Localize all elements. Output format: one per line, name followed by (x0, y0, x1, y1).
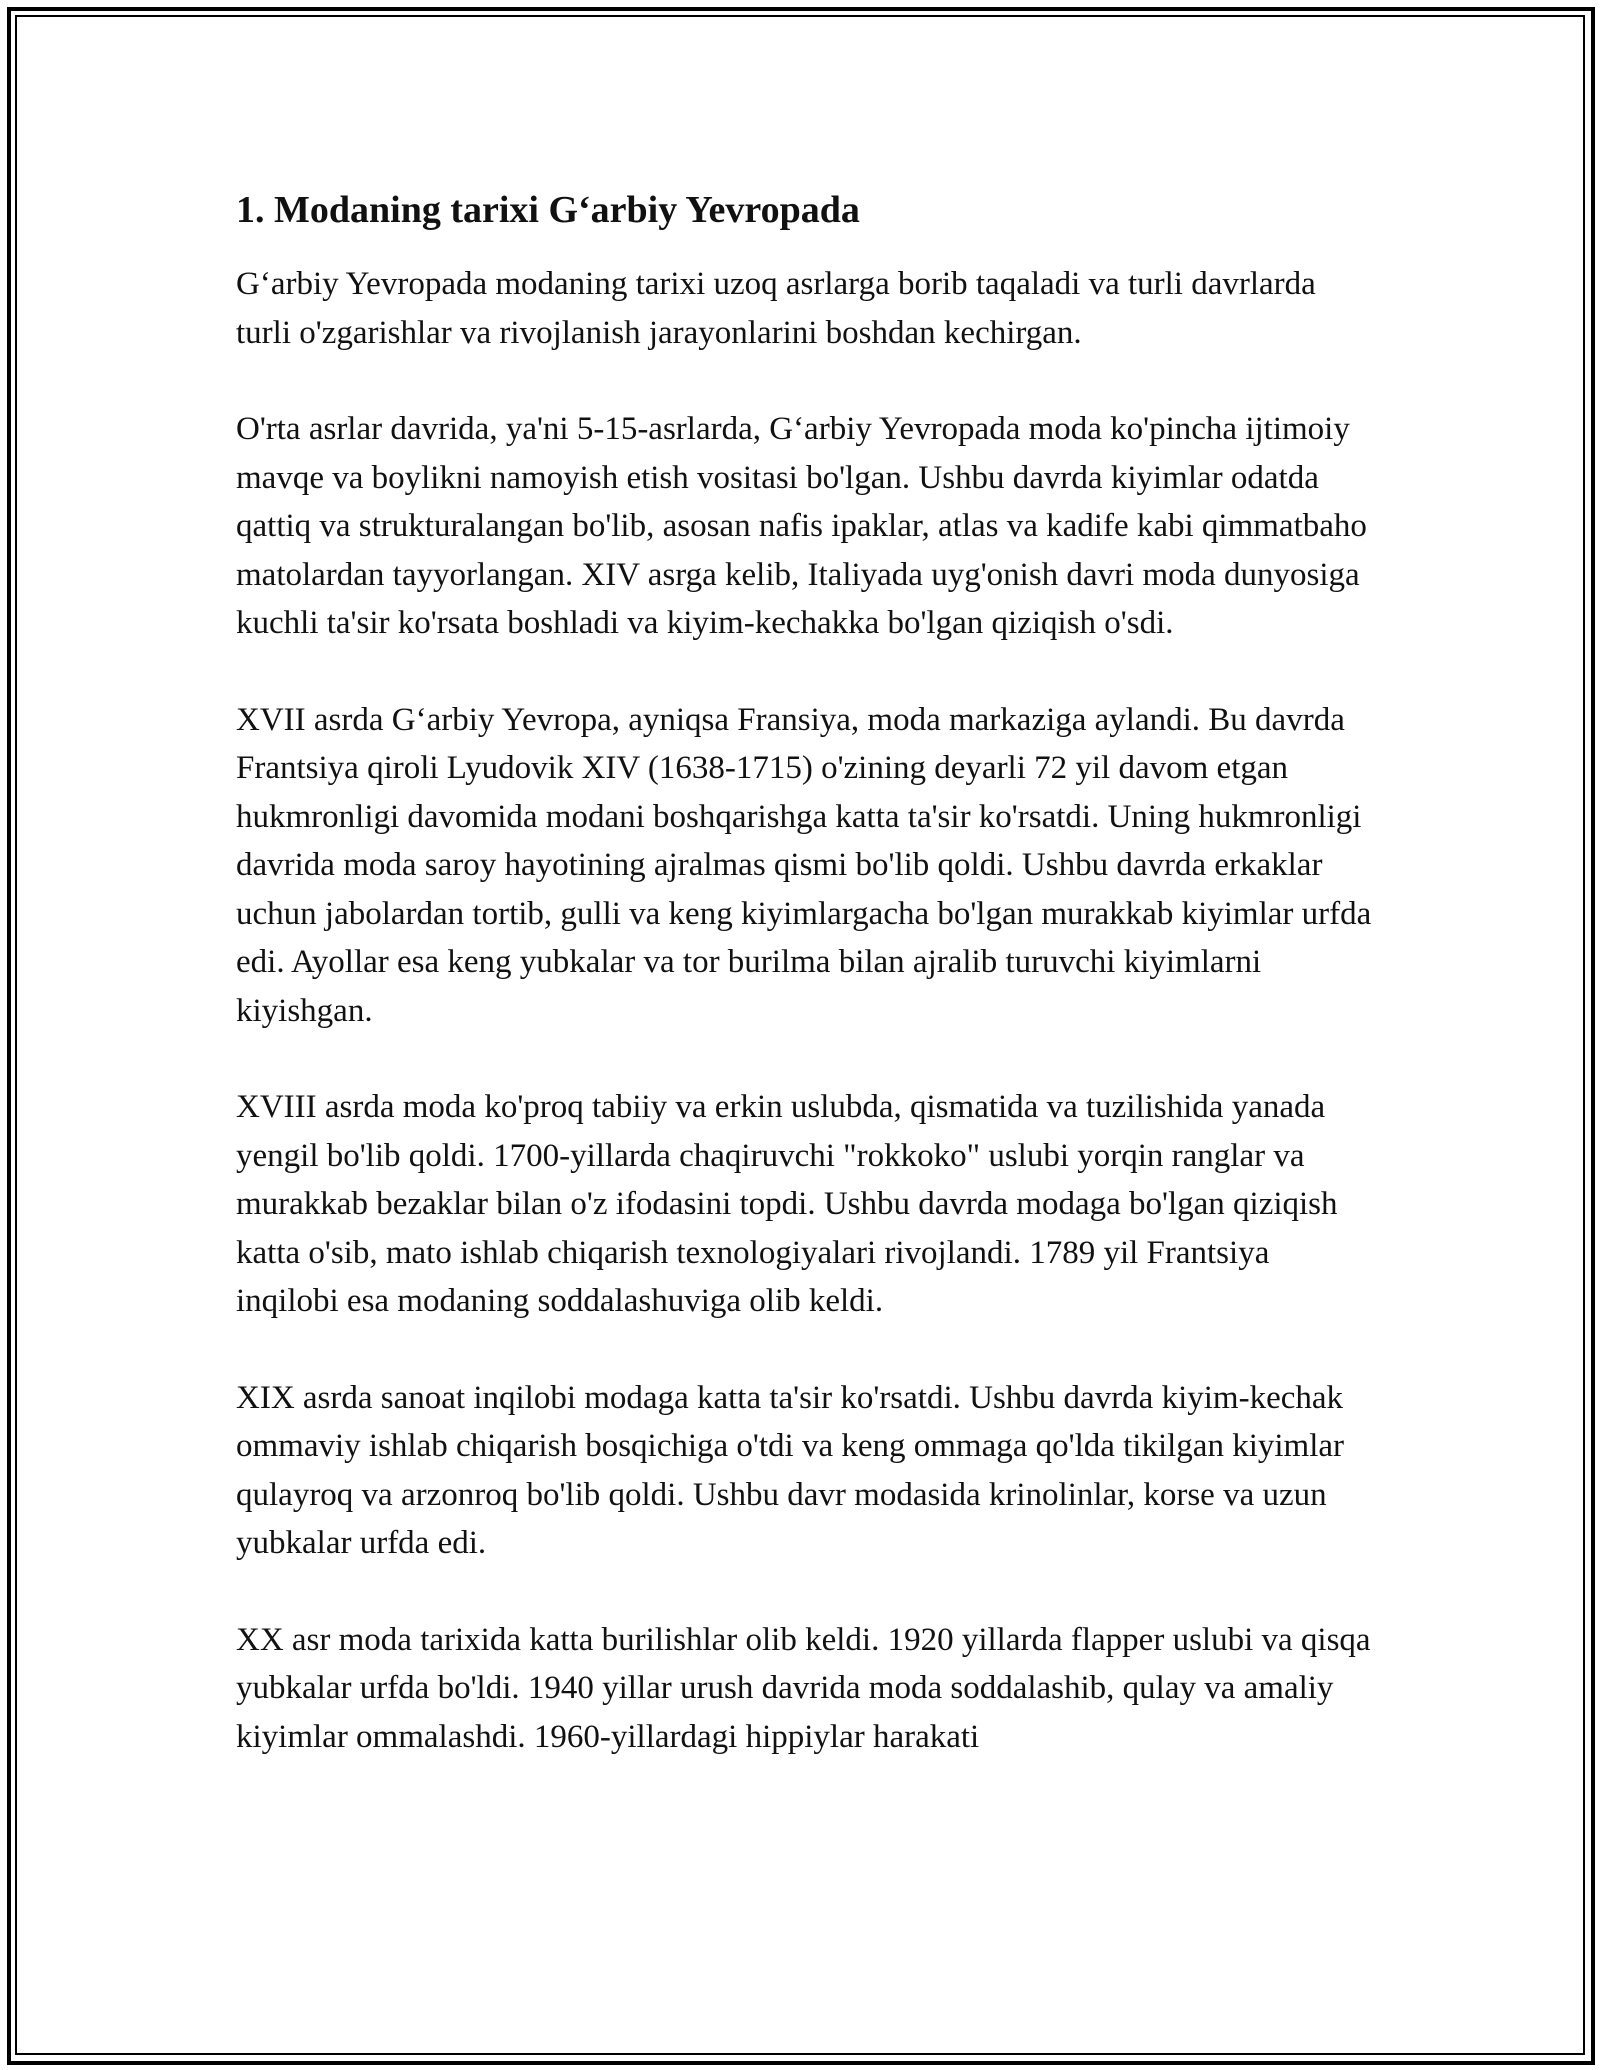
document-body (236, 186, 1376, 1809)
paragraph-middle-ages: O'rta asrlar davrida, ya'ni 5-15-asrlarda, G‘arbiy Yevropada moda ko'pincha ijtimoiy mavqe va boylikni namoyish etish vositasi bo'lgan. Ushbu davrda kiyimlar odatda qattiq va strukturalangan bo'lib, asosan nafis ipaklar, atlas va kadife kabi qimmatbaho matolardan tayyorlangan. XIV asrga kelib, Italiyada uyg'onish davri moda dunyosiga kuchli ta'sir ko'rsata boshladi va kiyim-kechakka bo'lgan qiziqish o'sdi. (236, 411, 1367, 641)
paragraph-17th-century: XVII asrda G‘arbiy Yevropa, ayniqsa Fransiya, moda markaziga aylandi. Bu davrda Frantsiya qiroli Lyudovik XIV (1638-1715) o'zining deyarli 72 yil davom etgan hukmronligi davomida modani boshqarishga katta ta'sir ko'rsatdi. Uning hukmronligi davrida moda saroy hayotining ajralmas qismi bo'lib qoldi. Ushbu davrda erkaklar uchun jabolardan tortib, gulli va keng kiyimlargacha bo'lgan murakkab kiyimlar urfda edi. Ayollar esa keng yubkalar va tor burilma bilan ajralib turuvchi kiyimlarni kiyishgan. (236, 701, 1372, 1029)
paragraph-intro: G‘arbiy Yevropada modaning tarixi uzoq asrlarga borib taqaladi va turli davrlarda turli o'zgarishlar va rivojlanish jarayonlarini boshdan kechirgan. (236, 266, 1316, 351)
paragraph-19th-century: XIX asrda sanoat inqilobi modaga katta ta'sir ko'rsatdi. Ushbu davrda kiyim-kechak ommaviy ishlab chiqarish bosqichiga o'tdi va keng ommaga qo'lda tikilgan kiyimlar qulayroq va arzonroq bo'lib qoldi. Ushbu davr modasida krinolinlar, korse va uzun yubkalar urfda edi. (236, 1379, 1345, 1561)
paragraph-20th-century: XX asr moda tarixida katta burilishlar olib keldi. 1920 yillarda flapper uslubi va qisqa yubkalar urfda bo'ldi. 1940 yillar urush davrida moda soddalashib, qulay va amaliy kiyimlar ommalashdi. 1960-yillardagi hippiylar harakati (236, 1621, 1371, 1755)
paragraph-18th-century: XVIII asrda moda ko'proq tabiiy va erkin uslubda, qismatida va tuzilishida yanada yengil bo'lib qoldi. 1700-yillarda chaqiruvchi "rokkoko" uslubi yorqin ranglar va murakkab bezaklar bilan o'z ifodasini topdi. Ushbu davrda modaga bo'lgan qiziqish katta o'sib, mato ishlab chiqarish texnologiyalari rivojlandi. 1789 yil Frantsiya inqilobi esa modaning soddalashuviga olib keldi. (236, 1089, 1338, 1319)
section-heading: 1. Modaning tarixi G‘arbiy Yevropada (236, 189, 860, 231)
